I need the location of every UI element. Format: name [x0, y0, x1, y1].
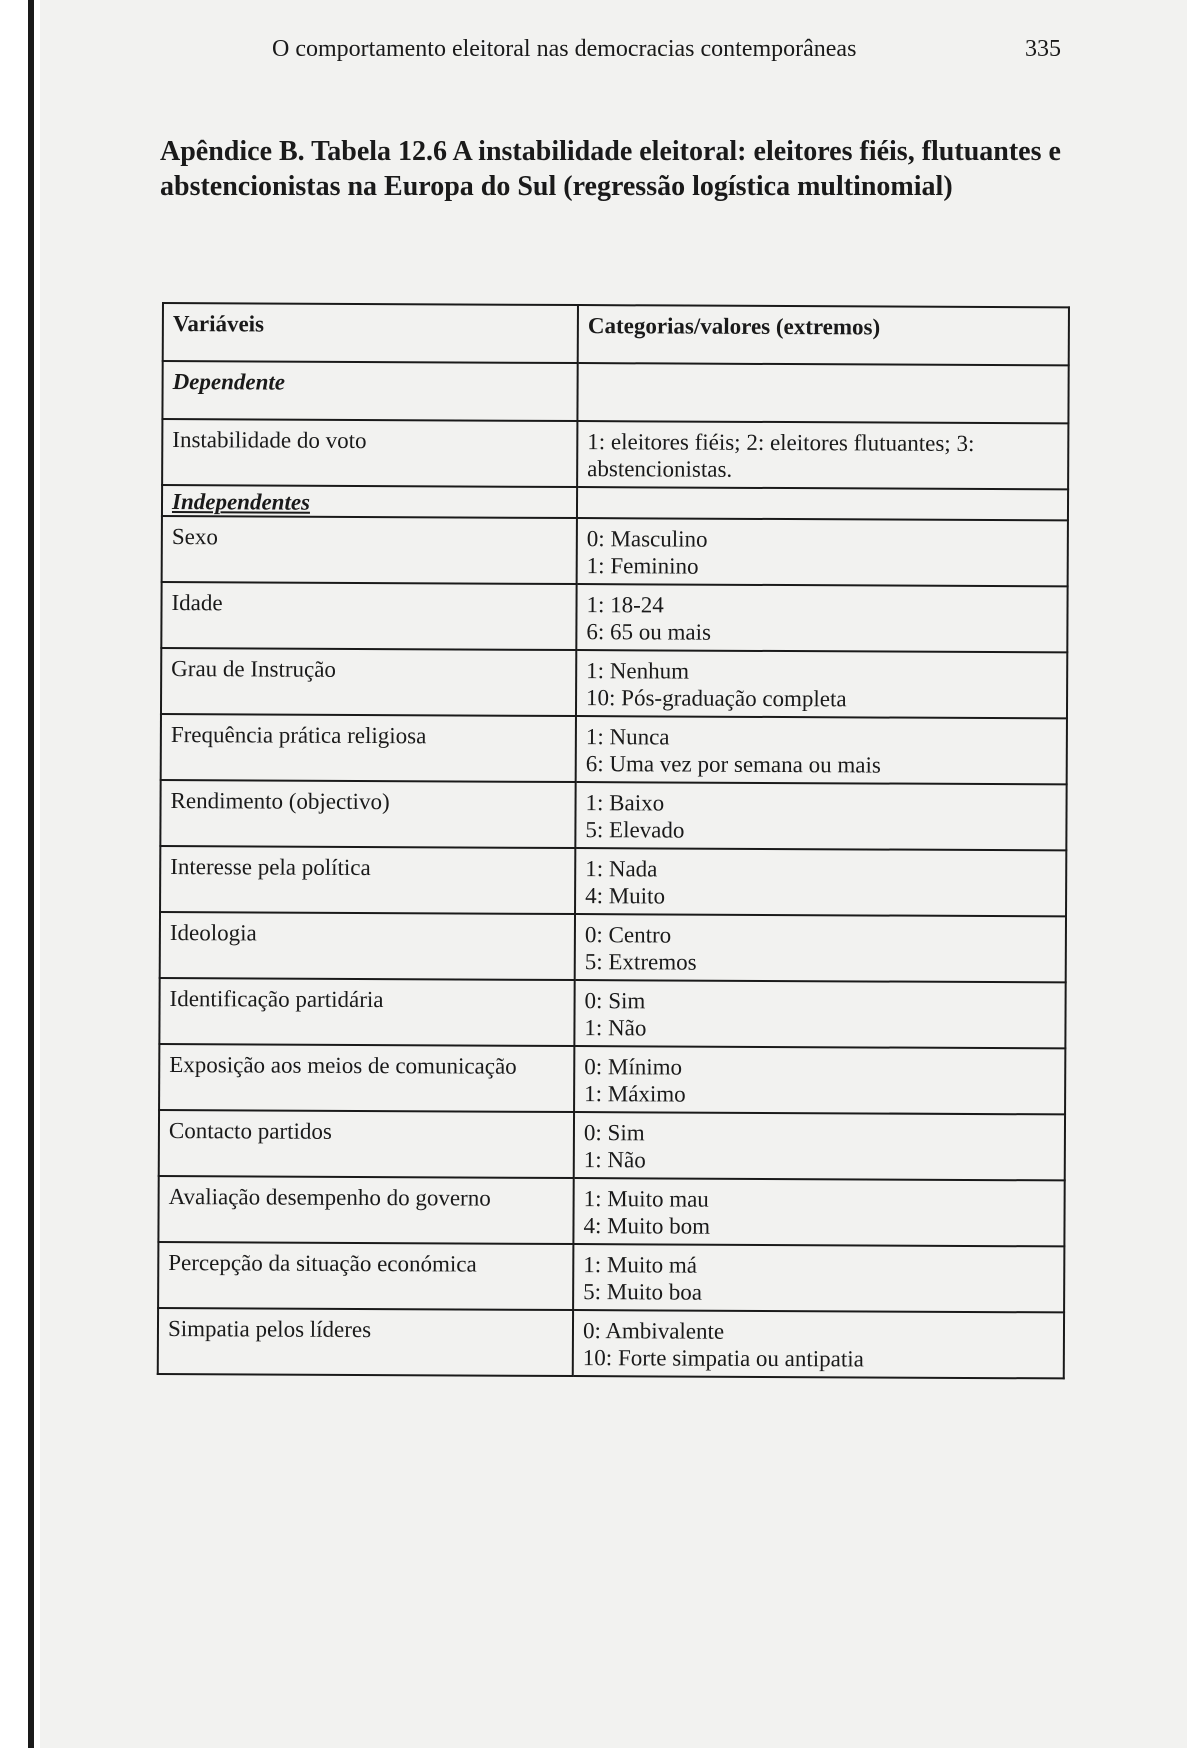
- value-line: 5: Extremos: [584, 949, 697, 975]
- variables-table: [157, 302, 1070, 1379]
- value-line: 6: 65 ou mais: [586, 619, 712, 645]
- value-line: 6: Uma vez por semana ou mais: [585, 751, 881, 778]
- value-line: 0: Sim: [584, 988, 646, 1014]
- value-line: 4: Muito: [585, 883, 666, 909]
- table-row: [161, 714, 1067, 784]
- values-cell: [576, 716, 1067, 784]
- section-empty-cell: [577, 487, 1068, 520]
- variable-cell: Instabilidade do voto: [162, 419, 577, 487]
- table-row: [158, 1176, 1064, 1246]
- running-head-title: O comportamento eleitoral nas democracias contemporâneas: [272, 36, 857, 62]
- binding-edge-line: [28, 0, 34, 1748]
- section-empty-cell: [577, 363, 1068, 423]
- values-cell: [573, 1178, 1064, 1246]
- page-gutter: [0, 0, 40, 1748]
- values-cell: [574, 1046, 1065, 1114]
- value-line: 1: Muito mau: [583, 1186, 709, 1212]
- variable-cell: Exposição aos meios de comunicação: [159, 1044, 574, 1112]
- value-line: 1: Nenhum: [586, 658, 690, 684]
- value-line: 1: Máximo: [584, 1081, 686, 1107]
- value-line: 5: Elevado: [585, 817, 685, 843]
- values-cell: [576, 584, 1067, 652]
- table-row: [161, 582, 1067, 652]
- value-line: 1: Não: [584, 1015, 647, 1041]
- table-row: [160, 912, 1066, 982]
- table-caption: Apêndice B. Tabela 12.6 A instabilidade eleitoral: eleitores fiéis, flutuantes e abstencionistas na Europa do Sul (regressão logística multinomial): [160, 136, 1061, 202]
- value-line: 1: Nada: [585, 856, 658, 882]
- table-row: [159, 1110, 1065, 1180]
- value-line: 10: Pós-graduação completa: [586, 685, 847, 712]
- values-cell: [573, 1310, 1064, 1378]
- table-row: [160, 780, 1066, 850]
- variable-cell: Identificação partidária: [159, 978, 574, 1046]
- header-categories: Categorias/valores (extremos): [578, 305, 1069, 365]
- variable-cell: Interesse pela política: [160, 846, 575, 914]
- section-label-dependent: Dependente: [162, 361, 577, 421]
- value-line: 0: Masculino: [586, 526, 708, 552]
- table-row: [162, 419, 1068, 489]
- value-line: 0: Ambivalente: [582, 1318, 725, 1344]
- table-body: [158, 303, 1069, 1378]
- header-variables: Variáveis: [163, 303, 578, 363]
- values-cell: [576, 650, 1067, 718]
- variable-cell: Rendimento (objectivo): [160, 780, 575, 848]
- variable-cell: Ideologia: [160, 912, 575, 980]
- values-cell: [575, 782, 1066, 850]
- variable-cell: Sexo: [162, 516, 577, 584]
- variable-cell: Grau de Instrução: [161, 648, 576, 716]
- values-cell: 1: eleitores fiéis; 2: eleitores flutuantes; 3: abstencionistas.: [577, 421, 1068, 489]
- values-cell: [574, 1112, 1065, 1180]
- table-row: [159, 1044, 1065, 1114]
- value-line: 1: Feminino: [586, 553, 699, 579]
- value-line: 1: Nunca: [585, 724, 670, 750]
- variable-cell: Frequência prática religiosa: [161, 714, 576, 782]
- value-line: 4: Muito bom: [583, 1213, 711, 1239]
- value-line: 5: Muito boa: [583, 1279, 703, 1305]
- variable-cell: Idade: [161, 582, 576, 650]
- variable-cell: Percepção da situação económica: [158, 1242, 573, 1310]
- values-cell: [575, 848, 1066, 916]
- value-line: 1: Muito má: [583, 1252, 698, 1278]
- value-line: 1: Baixo: [585, 790, 665, 816]
- section-row-independent: [162, 485, 1068, 520]
- value-line: 0: Centro: [584, 922, 672, 948]
- table-row: [161, 648, 1067, 718]
- table-header-row: [163, 303, 1069, 365]
- page-number: 335: [1025, 36, 1061, 62]
- value-line: 10: Forte simpatia ou antipatia: [582, 1345, 864, 1372]
- variable-cell: Contacto partidos: [159, 1110, 574, 1178]
- table-row: [159, 978, 1065, 1048]
- section-label-independent-cell: [162, 485, 577, 518]
- values-cell: [573, 1244, 1064, 1312]
- section-row-dependent: [162, 361, 1068, 423]
- values-cell: [577, 518, 1068, 586]
- variable-cell: Avaliação desempenho do governo: [158, 1176, 573, 1244]
- value-line: 0: Sim: [583, 1120, 645, 1146]
- values-cell: [574, 980, 1065, 1048]
- value-line: 1: 18-24: [586, 592, 664, 618]
- table-row: [162, 516, 1068, 586]
- values-cell: [575, 914, 1066, 982]
- table-row: [158, 1242, 1064, 1312]
- value-line: 0: Mínimo: [584, 1054, 683, 1080]
- section-label-independent: Independentes: [171, 489, 311, 515]
- table-row: [160, 846, 1066, 916]
- variable-cell: Simpatia pelos líderes: [158, 1308, 573, 1376]
- table-row: [158, 1308, 1064, 1378]
- value-line: 1: Não: [583, 1147, 646, 1173]
